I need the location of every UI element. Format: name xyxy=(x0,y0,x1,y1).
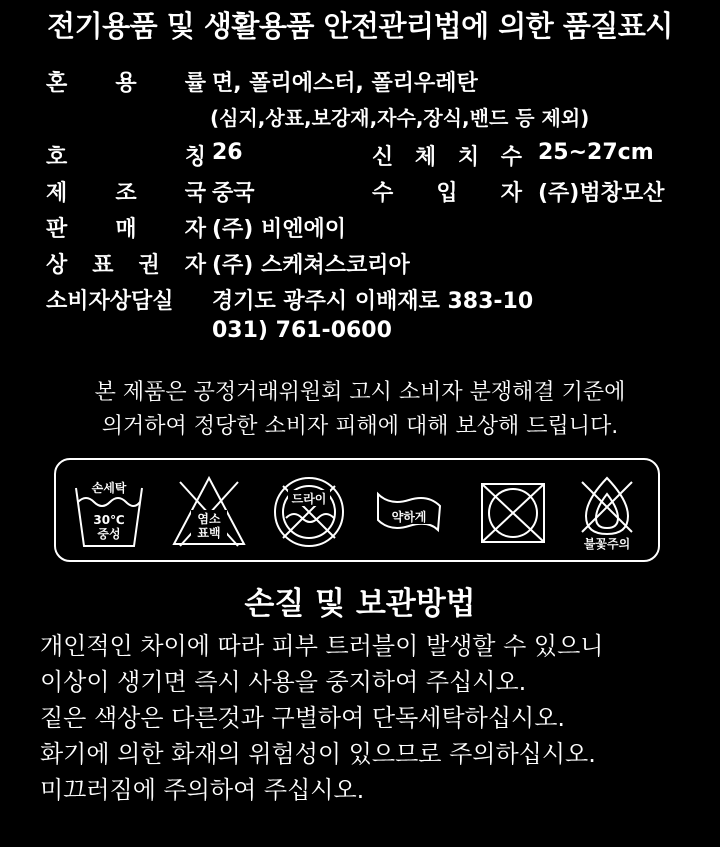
bleach-icon xyxy=(170,472,248,552)
hand-wash-top-text: 손세탁 xyxy=(91,481,127,495)
instruction-line: 짙은 색상은 다른것과 구별하여 단독세탁하십시오. xyxy=(40,704,566,732)
size-value: 26 xyxy=(212,140,243,165)
consumer-center-label: 소비자상담실 xyxy=(46,289,174,314)
body-size-value: 25~27cm xyxy=(538,140,654,165)
instruction-line: 화기에 의한 화재의 위험성이 있으므로 주의하십시오. xyxy=(40,740,596,768)
no-wring-icon xyxy=(474,472,552,552)
body-size-label: 신 체 치 수 xyxy=(372,145,522,170)
importer-value: (주)범창모산 xyxy=(538,181,665,206)
care-title: 손질 및 보관방법 xyxy=(244,586,476,622)
care-symbols-box xyxy=(54,458,660,562)
hand-wash-bottom-text: 중성 xyxy=(97,527,121,541)
composition-label: 혼 용 률 xyxy=(46,71,206,96)
origin-label: 제 조 국 xyxy=(46,181,206,206)
seller-label: 판 매 자 xyxy=(46,217,206,242)
composition-note: (심지,상표,보강재,자수,장식,밴드 등 제외) xyxy=(210,106,590,130)
iron-icon xyxy=(370,472,448,552)
size-label: 호 칭 xyxy=(46,145,206,170)
tumble-dry-icon xyxy=(270,472,348,552)
instruction-line: 미끄러짐에 주의하여 주십시오. xyxy=(40,776,365,804)
page-title: 전기용품 및 생활용품 안전관리법에 의한 품질표시 xyxy=(47,9,673,43)
flame-icon xyxy=(568,472,646,552)
instruction-line: 이상이 생기면 즉시 사용을 중지하여 주십시오. xyxy=(40,668,527,696)
consumer-center-phone: 031) 761-0600 xyxy=(212,318,392,343)
trademark-label: 상 표 권 자 xyxy=(46,253,206,278)
hand-wash-temp-text: 30℃ xyxy=(93,513,125,527)
compensation-notice: 본 제품은 공정거래위원회 고시 소비자 분쟁해결 기준에 의거하여 정당한 소비자 피해에 대해 보상해 드립니다. xyxy=(94,380,626,439)
iron-text: 약하게 xyxy=(391,510,427,524)
tumble-dry-text: 드라이 xyxy=(291,492,327,506)
care-instructions xyxy=(40,628,603,808)
hand-wash-icon xyxy=(70,472,148,552)
bleach-text-2: 표백 xyxy=(197,526,221,540)
importer-label: 수 입 자 xyxy=(372,181,522,206)
composition-value: 면, 폴리에스터, 폴리우레탄 xyxy=(212,71,478,96)
instruction-line: 개인적인 차이에 따라 피부 트러블이 발생할 수 있으니 xyxy=(40,632,604,660)
seller-value: (주) 비엔에이 xyxy=(212,217,347,242)
trademark-value: (주) 스케쳐스코리아 xyxy=(212,253,410,278)
consumer-center-address: 경기도 광주시 이배재로 383-10 xyxy=(212,289,534,314)
flame-text: 불꽃주의 xyxy=(583,537,631,551)
origin-value: 중국 xyxy=(212,181,255,206)
bleach-text-1: 염소 xyxy=(197,512,221,526)
